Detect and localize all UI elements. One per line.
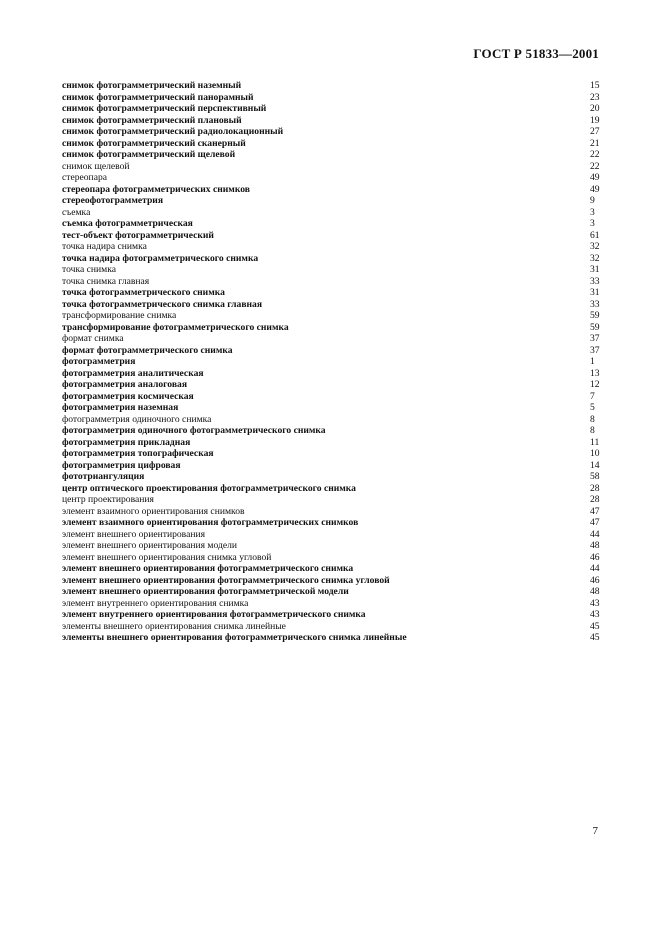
index-page-ref: 12 xyxy=(590,379,600,390)
index-page-ref: 31 xyxy=(590,264,600,275)
index-term: съемка фотограмметрическая xyxy=(62,218,193,229)
index-term: трансформирование фотограмметрического снимка xyxy=(62,321,289,333)
index-entry xyxy=(62,253,598,265)
index-entry xyxy=(62,632,598,644)
index-entry xyxy=(62,149,598,161)
index-term: точка снимка xyxy=(62,264,116,275)
index-term: формат фотограмметрического снимка xyxy=(62,344,233,356)
index-entry xyxy=(62,402,598,414)
index-entry xyxy=(62,506,598,518)
index-term: трансформирование снимка xyxy=(62,310,177,321)
index-entry xyxy=(62,529,598,541)
index-entry xyxy=(62,333,598,345)
index-page-ref: 8 xyxy=(590,413,595,425)
index-entry xyxy=(62,287,598,299)
index-entry xyxy=(62,195,598,207)
index-entry xyxy=(62,368,598,380)
index-term: снимок щелевой xyxy=(62,160,130,172)
index-page-ref: 37 xyxy=(590,333,600,344)
index-term: снимок фотограмметрический наземный xyxy=(62,80,242,91)
index-term: снимок фотограмметрический панорамный xyxy=(62,91,254,103)
index-term: элементы внешнего ориентирования снимка линейные xyxy=(62,620,286,632)
index-page-ref: 3 xyxy=(590,206,595,218)
index-page-ref: 14 xyxy=(590,459,600,471)
index-term: точка снимка главная xyxy=(62,275,150,287)
index-page-ref: 48 xyxy=(590,586,600,597)
index-page-ref: 9 xyxy=(590,195,595,206)
index-page-ref: 44 xyxy=(590,528,600,540)
index-entry xyxy=(62,575,598,587)
index-entry xyxy=(62,161,598,173)
index-page-ref: 33 xyxy=(590,298,600,310)
index-term: стереопара фотограмметрических снимков xyxy=(62,183,250,195)
index-term: элемент внешнего ориентирования фотограмметрической модели xyxy=(62,586,349,597)
index-page-ref: 59 xyxy=(590,310,600,321)
index-page-ref: 43 xyxy=(590,609,600,620)
index-entry xyxy=(62,230,598,242)
index-entry xyxy=(62,414,598,426)
index-page-ref: 28 xyxy=(590,482,600,494)
index-entry xyxy=(62,345,598,357)
index-entry xyxy=(62,276,598,288)
index-page-ref: 15 xyxy=(590,80,600,91)
index-entry xyxy=(62,115,598,127)
index-page-ref: 5 xyxy=(590,402,595,413)
index-entry xyxy=(62,299,598,311)
index-entry xyxy=(62,471,598,483)
index-entry xyxy=(62,540,598,552)
index-entry xyxy=(62,494,598,506)
index-entry xyxy=(62,172,598,184)
index-term: фотограмметрия аналитическая xyxy=(62,367,204,379)
index-entry xyxy=(62,379,598,391)
index-page-ref: 11 xyxy=(590,436,600,448)
index-term: снимок фотограмметрический сканерный xyxy=(62,137,246,149)
index-entry xyxy=(62,552,598,564)
index-term: фотограмметрия цифровая xyxy=(62,459,181,471)
index-page-ref: 32 xyxy=(590,241,600,252)
index-page-ref: 48 xyxy=(590,540,600,551)
index-page-ref: 45 xyxy=(590,632,600,643)
index-page-ref: 31 xyxy=(590,287,600,298)
index-term: фотограмметрия xyxy=(62,356,136,367)
index-page-ref: 23 xyxy=(590,91,600,103)
index-entry xyxy=(62,391,598,403)
index-entry xyxy=(62,103,598,115)
index-page-ref: 28 xyxy=(590,494,600,505)
index-page-ref: 45 xyxy=(590,620,600,632)
index-entry xyxy=(62,310,598,322)
index-page-ref: 47 xyxy=(590,505,600,517)
index-entry xyxy=(62,356,598,368)
index-page-ref: 47 xyxy=(590,517,600,528)
index-entry xyxy=(62,460,598,472)
index-entry xyxy=(62,126,598,138)
index-page-ref: 49 xyxy=(590,183,600,195)
index-term: стереопара xyxy=(62,172,108,183)
index-entry xyxy=(62,184,598,196)
index-term: элемент внешнего ориентирования снимка угловой xyxy=(62,551,272,563)
index-term: формат снимка xyxy=(62,333,124,344)
index-entry xyxy=(62,138,598,150)
index-term: фотограмметрия космическая xyxy=(62,390,194,402)
index-page-ref: 37 xyxy=(590,344,600,356)
index-page-ref: 22 xyxy=(590,160,600,172)
index-page-ref: 19 xyxy=(590,114,600,126)
index-page-ref: 27 xyxy=(590,126,600,137)
index-entry xyxy=(62,425,598,437)
index-term: элемент взаимного ориентирования фотограмметрических снимков xyxy=(62,517,359,528)
index-page-ref: 61 xyxy=(590,229,600,241)
index-term: элемент внешнего ориентирования фотограмметрического снимка угловой xyxy=(62,574,390,586)
document-header: ГОСТ Р 51833—2001 xyxy=(473,46,599,61)
index-term: элемент взаимного ориентирования снимков xyxy=(62,505,245,517)
index-page-ref: 33 xyxy=(590,275,600,287)
index-page-ref: 13 xyxy=(590,367,600,379)
index-entry xyxy=(62,598,598,610)
index-term: точка фотограмметрического снимка xyxy=(62,287,225,298)
index-page-ref: 21 xyxy=(590,137,600,149)
index-entry xyxy=(62,609,598,621)
index-term: фотограмметрия прикладная xyxy=(62,436,191,448)
index-entry xyxy=(62,80,598,92)
index-term: элемент внутреннего ориентирования снимка xyxy=(62,597,249,609)
index-term: фотограмметрия топографическая xyxy=(62,448,214,459)
index-term: стереофотограмметрия xyxy=(62,195,164,206)
page-number: 7 xyxy=(592,825,598,837)
index-term: элементы внешнего ориентирования фотограмметрического снимка линейные xyxy=(62,632,407,643)
index-entry xyxy=(62,483,598,495)
index-entry xyxy=(62,322,598,334)
index-term: снимок фотограмметрический щелевой xyxy=(62,149,236,160)
index-entry xyxy=(62,563,598,575)
index-term: тест-объект фотограмметрический xyxy=(62,229,214,241)
index-page-ref: 10 xyxy=(590,448,600,459)
index-page-ref: 46 xyxy=(590,551,600,563)
index-entry xyxy=(62,92,598,104)
index-term: фототриангуляция xyxy=(62,471,145,482)
index-page-ref: 20 xyxy=(590,103,600,114)
index-entry xyxy=(62,437,598,449)
index-term: фотограмметрия наземная xyxy=(62,402,179,413)
index-page-ref: 43 xyxy=(590,597,600,609)
index-term: точка надира снимка xyxy=(62,241,147,252)
index-entry xyxy=(62,241,598,253)
index-entry xyxy=(62,517,598,529)
index-term: фотограмметрия аналоговая xyxy=(62,379,188,390)
index-page-ref: 3 xyxy=(590,218,595,229)
index-term: точка фотограмметрического снимка главная xyxy=(62,298,263,310)
index-term: центр проектирования xyxy=(62,494,154,505)
index-entry xyxy=(62,448,598,460)
index-term: съемка xyxy=(62,206,91,218)
index-term: снимок фотограмметрический перспективный xyxy=(62,103,267,114)
index-term: фотограмметрия одиночного снимка xyxy=(62,413,212,425)
index-term: элемент внешнего ориентирования модели xyxy=(62,540,238,551)
index-term: элемент внутреннего ориентирования фотограмметрического снимка xyxy=(62,609,366,620)
index-term: элемент внешнего ориентирования xyxy=(62,528,206,540)
index-term: элемент внешнего ориентирования фотограмметрического снимка xyxy=(62,563,354,574)
index-page-ref: 59 xyxy=(590,321,600,333)
index-page-ref: 44 xyxy=(590,563,600,574)
index-term: точка надира фотограмметрического снимка xyxy=(62,252,259,264)
index-page-ref: 58 xyxy=(590,471,600,482)
index-term: центр оптического проектирования фотограмметрического снимка xyxy=(62,482,356,494)
index-page-ref: 32 xyxy=(590,252,600,264)
index-page-ref: 22 xyxy=(590,149,600,160)
index-entry xyxy=(62,207,598,219)
index-entry xyxy=(62,264,598,276)
index-page-ref: 8 xyxy=(590,425,595,436)
index-page-ref: 49 xyxy=(590,172,600,183)
index-page-ref: 1 xyxy=(590,356,595,367)
index-entry xyxy=(62,621,598,633)
index-page-ref: 46 xyxy=(590,574,600,586)
index-term: фотограмметрия одиночного фотограмметрического снимка xyxy=(62,425,326,436)
index-term: снимок фотограмметрический плановый xyxy=(62,114,242,126)
index-entry xyxy=(62,218,598,230)
alphabetical-index xyxy=(62,80,598,644)
index-page-ref: 7 xyxy=(590,390,595,402)
index-entry xyxy=(62,586,598,598)
index-term: снимок фотограмметрический радиолокационный xyxy=(62,126,284,137)
